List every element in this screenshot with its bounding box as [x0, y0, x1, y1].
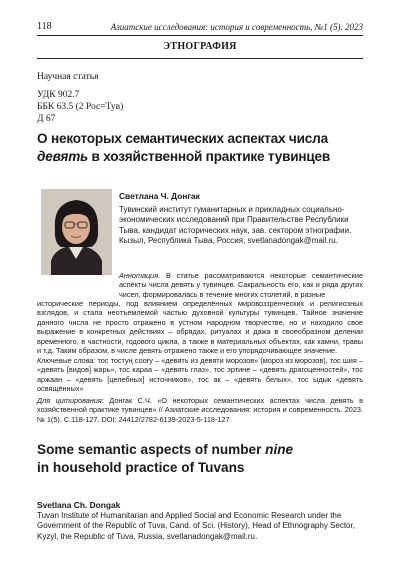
article-type: Научная статья — [37, 72, 99, 82]
citation-ru — [37, 396, 363, 424]
author-info-ru — [119, 191, 363, 247]
title-ru-line2: в хозяйственной практике тувинцев — [87, 149, 331, 164]
author-name-en: Svetlana Ch. Dongak — [37, 500, 121, 510]
keywords-ru — [37, 356, 363, 394]
keywords-label: Ключевые слова: — [37, 356, 96, 365]
bbk-code: ББК 63.5 (2 Рос=Тув) — [37, 102, 124, 112]
page-number: 118 — [37, 21, 52, 32]
d-code: Д 67 — [37, 114, 56, 124]
abstract-label: Аннотация. — [119, 271, 161, 280]
title-en-line1: Some semantic aspects of number — [37, 442, 266, 457]
author-photo — [41, 189, 112, 275]
abstract-ru-continued: исторические периоды, под влиянием определённых мировоззренческих и религиозных взглядов, и стала неотъемлемой частью духовной культуры тувинцев. Тайное значение данного числа не просто отражено в устном народном творчестве, но и находило свое выражение в конкретных действиях – обрядах, ритуалах и дажа в своеобразном делении временного, в частности, годового цикла, а также в материальных объектах, как камни, травы и т.д. Таким образом, в числе девять отражено также и его упорядочивающее значение. — [37, 299, 363, 356]
citation-label: Для цитирования: — [37, 396, 104, 405]
section-heading: ЭТНОГРАФИЯ — [163, 41, 237, 52]
journal-running-title: Азиатские исследования: история и современность, №1 (5). 2023 — [110, 22, 363, 32]
author-affiliation-en: Tuvan Institute of Humanitarian and Applied Social and Economic Research under the Government of the Republic of Tuva, Cand. of Sci. (History), Head of Ethnography Sector, Kyzyl, the Republic of Tuva, Russia, svetlanadongak@mail.ru. — [37, 510, 355, 541]
abstract-text-start: В статье рассматриваются некоторые семантические аспекты числа девять у тувинцев. Сакральность его, как и ряда других чисел, формировалась в течение многих столетий, в разные — [119, 271, 363, 299]
title-ru-line1: О некоторых семантических аспектах числа — [37, 131, 328, 146]
title-en-line2: in household practice of Tuvans — [37, 460, 245, 475]
author-info-en — [37, 500, 363, 542]
udk-code: УДК 902.7 — [37, 90, 80, 100]
header-rule — [37, 35, 363, 36]
abstract-ru-start — [119, 271, 363, 299]
author-name-ru: Светлана Ч. Донгак — [119, 191, 200, 201]
keywords-text: тос тостуң сооғу – «девять из девяти морозов» (мороз из морозов), тос шия – «девять [видов] жарь», тос караа – «девять глаз», тос эртине – «девять драгоценностей», тос аржаан – «девять [целебных] источников», тос ак – «девять белых», тос ыдык «девять освящённых» — [37, 356, 364, 394]
citation-text: Донгак С.Ч. «О некоторых семантических аспектах числа девять в хозяйственной практике тувинцев» // Азиатские исследования: история и современность. 2023. № 1(5). С.118-127. DOI: 24412/2782-6139-2023-5-118-127 — [37, 396, 363, 424]
article-title-ru — [37, 130, 363, 166]
title-en-italic-word: nine — [265, 442, 294, 457]
article-title-en — [37, 441, 363, 477]
section-rule — [37, 58, 363, 59]
author-affiliation-ru: Тувинский институт гуманитарных и прикладных социально-экономических исследований при Правительстве Республики Тыва, кандидат исторических наук, зав. сектором этнографии. Кызыл, Республика Тыва, Россия, svetlanadongak@mail.ru. — [119, 204, 352, 246]
title-ru-italic-word: девять — [37, 149, 88, 164]
author-portrait-image — [41, 189, 112, 275]
